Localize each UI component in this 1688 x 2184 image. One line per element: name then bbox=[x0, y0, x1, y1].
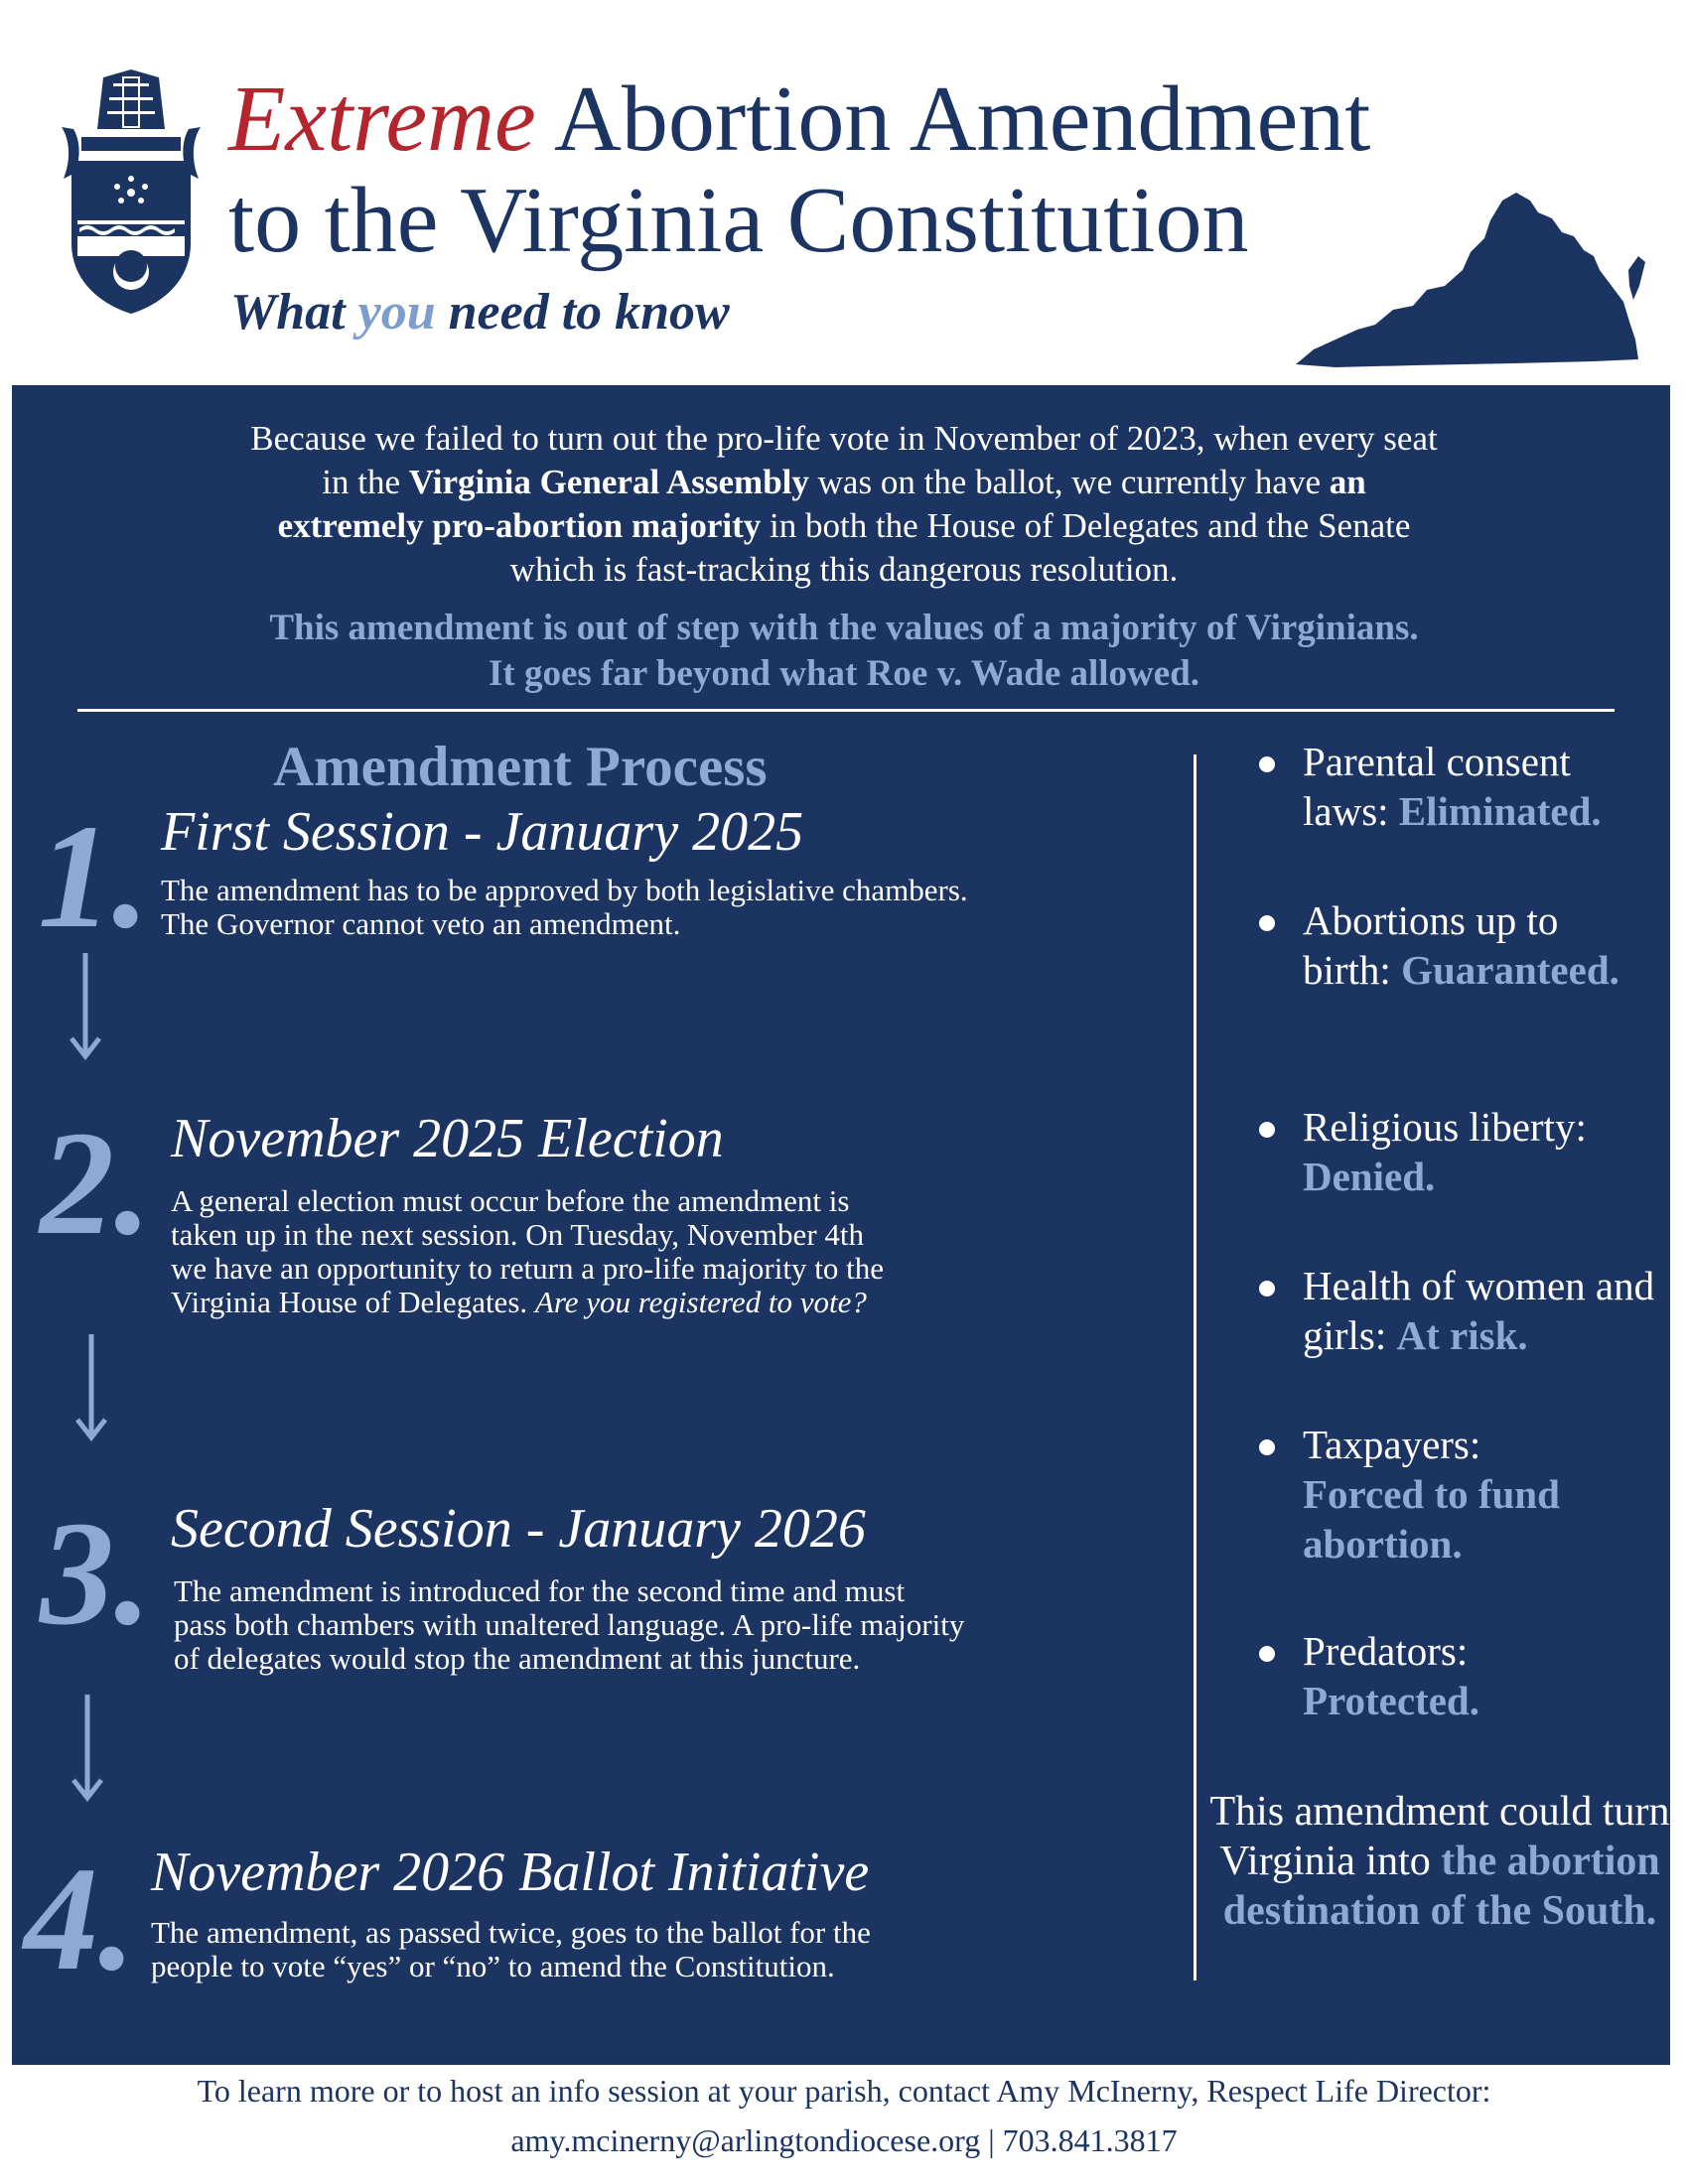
page-title-line1 bbox=[228, 69, 1370, 169]
closing-highlight: the abortion destination of the South. bbox=[1222, 1839, 1660, 1934]
impact-label: Health of women and girls: bbox=[1303, 1263, 1655, 1358]
step-body-line: taken up in the next session. On Tuesday, November 4th bbox=[171, 1217, 864, 1252]
step-body-line: The Governor cannot veto an amendment. bbox=[161, 906, 681, 941]
impact-label: Religious liberty: bbox=[1303, 1104, 1587, 1150]
step-body bbox=[151, 1916, 1174, 1983]
step-body-line: pass both chambers with unaltered language. A pro-life majority bbox=[174, 1607, 965, 1642]
step-body bbox=[174, 1574, 1177, 1676]
step-body-line: of delegates would stop the amendment at this juncture. bbox=[174, 1641, 861, 1676]
impact-item bbox=[1259, 1102, 1666, 1201]
bullet-icon bbox=[1259, 915, 1275, 931]
separator: | bbox=[988, 2122, 995, 2158]
intro-bold: an bbox=[1329, 463, 1366, 501]
subtitle-you: you bbox=[357, 284, 436, 341]
down-arrow-icon bbox=[70, 1693, 105, 1802]
intro-text: in both the House of Delegates and the Senate bbox=[770, 506, 1411, 545]
step-body-text: Virginia House of Delegates. bbox=[171, 1285, 528, 1319]
title-highlight: Extreme bbox=[228, 68, 536, 171]
step-body-line: A general election must occur before the amendment is bbox=[171, 1183, 850, 1218]
page-title-line2: to the Virginia Constitution bbox=[228, 169, 1249, 272]
down-arrow-icon bbox=[73, 1332, 109, 1441]
contact-email[interactable]: amy.mcinerny@arlingtondiocese.org bbox=[510, 2122, 981, 2158]
step-body-line: we have an opportunity to return a pro-life majority to the bbox=[171, 1251, 884, 1286]
step-body-line bbox=[171, 1286, 1174, 1319]
step-title: November 2026 Ballot Initiative bbox=[151, 1842, 870, 1903]
title-rest: Abortion Amendment bbox=[554, 68, 1371, 171]
intro-text: which is fast-tracking this dangerous resolution. bbox=[509, 550, 1179, 589]
impact-label: Predators: bbox=[1303, 1628, 1469, 1674]
bullet-icon bbox=[1259, 1122, 1275, 1138]
impact-label: Parental consent laws: bbox=[1303, 739, 1571, 834]
impact-label: Taxpayers: bbox=[1303, 1422, 1481, 1467]
bullet-icon bbox=[1259, 1439, 1275, 1455]
impact-value: Forced to fund abortion. bbox=[1303, 1471, 1560, 1567]
process-heading: Amendment Process bbox=[273, 736, 768, 798]
section-divider bbox=[77, 709, 1615, 712]
down-arrow-icon bbox=[68, 951, 103, 1060]
bullet-icon bbox=[1259, 1281, 1275, 1297]
contact-phone[interactable]: 703.841.3817 bbox=[1002, 2122, 1178, 2158]
impact-value: Eliminated. bbox=[1398, 788, 1602, 834]
intro-bold: Virginia General Assembly bbox=[408, 463, 809, 501]
step-body-line: The amendment, as passed twice, goes to the ballot for the bbox=[151, 1915, 871, 1950]
footer-contact-line: To learn more or to host an info session at your parish, contact Amy McInerny, Respect Life Director: bbox=[197, 2073, 1491, 2109]
bullet-icon bbox=[1259, 1646, 1275, 1662]
step-number: 1. bbox=[38, 794, 150, 959]
step-number: 2. bbox=[40, 1101, 152, 1266]
subtitle-pre: What bbox=[230, 284, 346, 341]
impact-value: Guaranteed. bbox=[1401, 947, 1619, 993]
impact-item bbox=[1259, 1420, 1666, 1569]
diocese-crest-icon bbox=[52, 69, 211, 318]
intro-text: was on the ballot, we currently have bbox=[817, 463, 1321, 501]
emphasis-line: It goes far beyond what Roe v. Wade allowed. bbox=[488, 653, 1200, 694]
impact-value: Denied. bbox=[1303, 1154, 1436, 1199]
intro-text: Because we failed to turn out the pro-life vote in November of 2023, when every seat bbox=[250, 419, 1438, 458]
closing-text: This amendment could turn Virginia into bbox=[1209, 1789, 1670, 1884]
step-body-line: The amendment is introduced for the second time and must bbox=[174, 1573, 906, 1608]
step-body bbox=[161, 874, 1174, 941]
subtitle bbox=[230, 283, 730, 341]
closing-statement bbox=[1196, 1787, 1683, 1936]
step-body-line: people to vote “yes” or “no” to amend the Constitution. bbox=[151, 1949, 835, 1983]
footer-contact-details bbox=[0, 2122, 1688, 2159]
impact-value: Protected. bbox=[1303, 1678, 1479, 1723]
intro-text: in the bbox=[322, 463, 400, 501]
impact-value: At risk. bbox=[1396, 1312, 1528, 1358]
intro-line bbox=[99, 504, 1589, 548]
impact-item bbox=[1259, 1261, 1666, 1360]
emphasis-line: This amendment is out of step with the values of a majority of Virginians. bbox=[269, 608, 1419, 648]
emphasis-statement bbox=[99, 606, 1589, 697]
intro-bold: extremely pro-abortion majority bbox=[277, 506, 762, 545]
impact-item bbox=[1259, 1626, 1666, 1725]
intro-line bbox=[99, 417, 1589, 461]
bullet-icon bbox=[1259, 756, 1275, 772]
subtitle-post: need to know bbox=[448, 284, 730, 341]
step-body-line: The amendment has to be approved by both legislative chambers. bbox=[161, 873, 968, 907]
step-title: First Session - January 2025 bbox=[161, 801, 804, 863]
register-prompt: Are you registered to vote? bbox=[534, 1285, 867, 1319]
intro-line bbox=[99, 461, 1589, 504]
virginia-map-icon bbox=[1296, 191, 1648, 374]
impact-item bbox=[1259, 895, 1666, 995]
impact-label: Abortions up to birth: bbox=[1303, 897, 1559, 993]
step-number: 4. bbox=[24, 1837, 136, 2001]
intro-paragraph bbox=[99, 417, 1589, 592]
step-number: 3. bbox=[40, 1491, 152, 1656]
impact-item bbox=[1259, 737, 1666, 836]
step-body bbox=[171, 1184, 1174, 1319]
intro-line bbox=[99, 548, 1589, 592]
step-title: Second Session - January 2026 bbox=[171, 1498, 866, 1560]
step-title: November 2025 Election bbox=[171, 1108, 724, 1169]
